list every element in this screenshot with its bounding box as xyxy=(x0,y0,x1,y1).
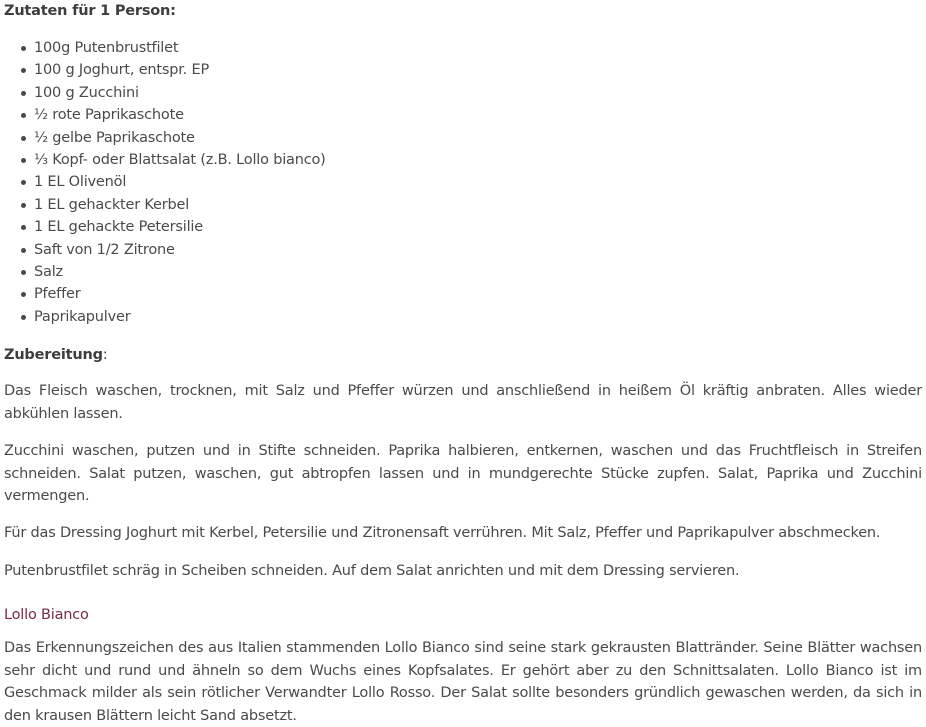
list-item: Salz xyxy=(34,261,326,283)
list-item: 1 EL gehackter Kerbel xyxy=(34,194,326,216)
info-title: Lollo Bianco xyxy=(4,607,89,623)
list-item: 100g Putenbrustfilet xyxy=(34,37,326,59)
list-item: ½ gelbe Paprikaschote xyxy=(34,127,326,149)
info-text: Das Erkennungszeichen des aus Italien stammenden Lollo Bianco sind seine stark gekrausten Blattränder. Seine Blätter wachsen sehr dicht und rund und ähneln so dem Wuchs eines Kopfsalates. Er gehört aber zu den Schnittsalaten. Lollo Bianco ist im Geschmack milder als sein rötlicher Verwandter Lollo Rosso. Der Salat sollte besonders gründlich gewaschen werden, da sich in den krausen Blättern leicht Sand absetzt. xyxy=(4,640,922,724)
list-item: Saft von 1/2 Zitrone xyxy=(34,239,326,261)
list-item: ⅓ Kopf- oder Blattsalat (z.B. Lollo bianco) xyxy=(34,149,326,171)
list-item: 100 g Zucchini xyxy=(34,82,326,104)
list-item: 1 EL Olivenöl xyxy=(34,171,326,193)
list-item: 100 g Joghurt, entspr. EP xyxy=(34,59,326,81)
preparation-step: Zucchini waschen, putzen und in Stifte schneiden. Paprika halbieren, entkernen, waschen und das Fruchtfleisch in Streifen schneiden. Salat putzen, waschen, gut abtropfen lassen und in mundgerechte Stücke zupfen. Salat, Paprika und Zucchini vermengen. xyxy=(4,443,922,504)
ingredients-list xyxy=(0,37,326,328)
preparation-step: Putenbrustfilet schräg in Scheiben schneiden. Auf dem Salat anrichten und mit dem Dressing servieren. xyxy=(4,563,740,579)
preparation-heading-text: Zubereitung xyxy=(4,347,103,363)
preparation-heading-colon: : xyxy=(102,347,108,363)
preparation-step: Für das Dressing Joghurt mit Kerbel, Petersilie und Zitronensaft verrühren. Mit Salz, Pfeffer und Paprikapulver abschmecken. xyxy=(4,525,881,541)
list-item: Paprikapulver xyxy=(34,306,326,328)
preparation-step: Das Fleisch waschen, trocknen, mit Salz und Pfeffer würzen und anschließend in heißem Öl kräftig anbraten. Alles wieder abkühlen lassen. xyxy=(4,383,922,422)
preparation-heading xyxy=(4,344,107,366)
list-item: 1 EL gehackte Petersilie xyxy=(34,216,326,238)
ingredients-heading: Zutaten für 1 Person: xyxy=(4,3,176,19)
list-item: Pfeffer xyxy=(34,283,326,305)
list-item: ½ rote Paprikaschote xyxy=(34,104,326,126)
